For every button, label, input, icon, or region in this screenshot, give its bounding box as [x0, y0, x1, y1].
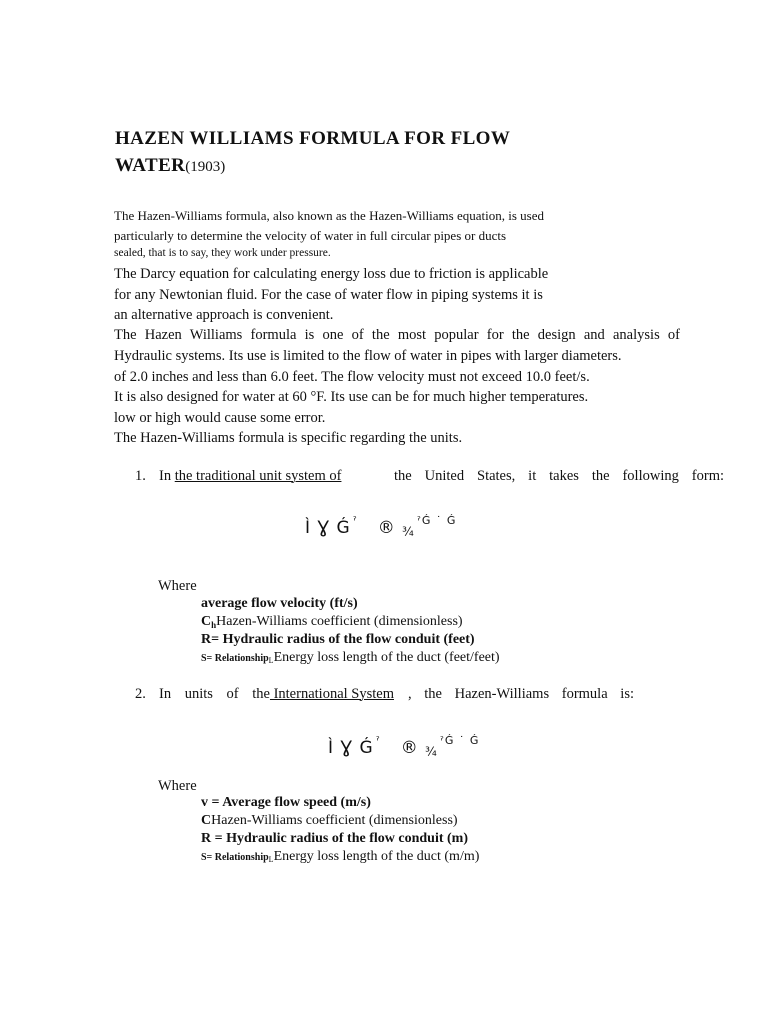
- definition-radius: [201, 831, 468, 847]
- where-label-1: Where: [158, 578, 197, 594]
- item1-pre: [159, 468, 341, 485]
- formula-mid: ®: [400, 738, 419, 758]
- definition-slope: [201, 650, 500, 666]
- paragraph-line: Hydraulic systems. Its use is limited to the flow of water in pipes with larger diameters.: [114, 348, 622, 364]
- coef-symbol: C: [201, 614, 212, 629]
- slope-symbol: S= Relationship: [201, 653, 269, 664]
- radius-text: R = Hydraulic radius of the flow conduit (m): [201, 831, 468, 846]
- list-number-1: 1.: [135, 468, 146, 484]
- international-system-link[interactable]: International System: [269, 686, 394, 702]
- title-line-2-text: WATER: [115, 155, 186, 176]
- radius-text: R= Hydraulic radius of the flow conduit (feet): [201, 632, 475, 647]
- paragraph-line: The Hazen-Williams formula is specific regarding the units.: [114, 430, 463, 446]
- document-title: [115, 125, 555, 181]
- formula-lhs-sup: ˀ: [352, 514, 358, 527]
- coef-text: Hazen-Williams coefficient (dimensionless): [216, 614, 463, 629]
- formula-mid: ®: [377, 518, 396, 538]
- slope-subscript: L: [268, 656, 274, 665]
- speed-text: v = Average flow speed (m/s): [201, 795, 371, 810]
- item2-post: , the Hazen-Williams formula is:: [408, 686, 634, 702]
- slope-subscript: L: [268, 855, 274, 864]
- paragraph-line: for any Newtonian fluid. For the case of water flow in piping systems it is: [114, 287, 543, 303]
- formula-exponent: ˀǴ ˙ Ǵ: [416, 514, 457, 527]
- title-line-2: [115, 152, 555, 181]
- paragraph-line: The Hazen Williams formula is one of the most popular for the design and analysis of: [114, 327, 680, 343]
- where-label-2: Where: [158, 778, 197, 794]
- formula-lhs: Ì Ɣ Ǵ: [305, 518, 351, 538]
- definition-velocity-text: average flow velocity (ft/s): [201, 596, 358, 611]
- intro-line-2: particularly to determine the velocity of water in full circular pipes or ducts: [114, 228, 507, 243]
- intro-line-3: sealed, that is to say, they work under pressure.: [114, 247, 331, 259]
- formula-lhs-sup: ˀ: [375, 734, 381, 747]
- definition-velocity: [201, 596, 358, 612]
- list-number-2: 2.: [135, 686, 146, 702]
- paragraph-line: an alternative approach is convenient.: [114, 307, 334, 323]
- definition-coefficient: [201, 813, 458, 829]
- coef-subscript: h: [211, 620, 217, 630]
- formula-frac: ¾: [402, 525, 415, 539]
- formula-frac: ¾: [425, 745, 438, 759]
- coef-symbol: C: [201, 813, 212, 828]
- item2-pre: [159, 686, 394, 703]
- slope-text: Energy loss length of the duct (m/m): [273, 849, 480, 864]
- definition-radius: [201, 632, 475, 648]
- formula-exponent: ˀǴ ˙ Ǵ: [439, 734, 480, 747]
- paragraph-line: low or high would cause some error.: [114, 410, 326, 426]
- definition-coefficient: [201, 614, 463, 630]
- list-item-1-text: [159, 468, 724, 485]
- definition-slope: [201, 849, 479, 865]
- formula-lhs: Ì Ɣ Ǵ: [328, 738, 374, 758]
- definition-speed: [201, 795, 371, 811]
- item1-pre-text: In: [159, 468, 175, 484]
- intro-line-1: The Hazen-Williams formula, also known as the Hazen-Williams equation, is used: [114, 208, 544, 223]
- traditional-unit-link[interactable]: the traditional unit system of: [174, 468, 342, 484]
- formula-si-units: [328, 734, 480, 759]
- coef-text: Hazen-Williams coefficient (dimensionless): [211, 813, 458, 828]
- paragraph-line: The Darcy equation for calculating energy loss due to friction is applicable: [114, 266, 549, 282]
- list-item-2-text: [159, 686, 634, 703]
- title-line-1: HAZEN WILLIAMS FORMULA FOR FLOW: [115, 128, 511, 149]
- item1-post: the United States, it takes the following form:: [394, 468, 724, 484]
- formula-us-units: [305, 514, 457, 539]
- title-year: (1903): [185, 159, 226, 175]
- paragraph-line: It is also designed for water at 60 °F. Its use can be for much higher temperatures.: [114, 389, 589, 405]
- paragraph-line: of 2.0 inches and less than 6.0 feet. The flow velocity must not exceed 10.0 feet/s.: [114, 369, 590, 385]
- item2-pre-text: In units of the: [159, 686, 270, 702]
- slope-symbol: S= Relationship: [201, 852, 269, 863]
- slope-text: Energy loss length of the duct (feet/feet): [273, 650, 500, 665]
